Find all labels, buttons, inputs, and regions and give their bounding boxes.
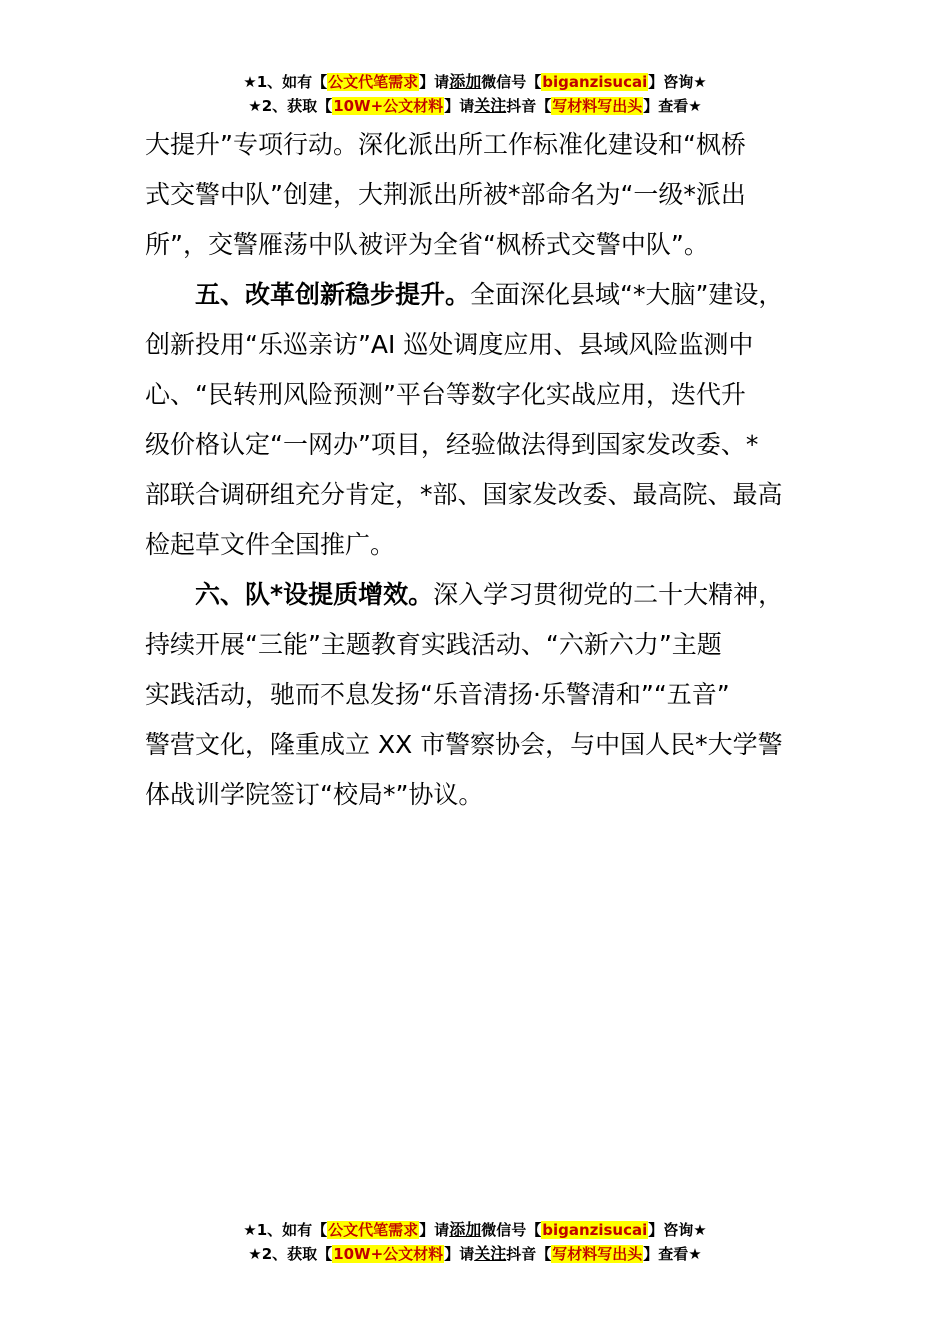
text-line-first — [145, 570, 835, 620]
paragraph-team-building — [145, 570, 835, 820]
banner-text: 】请 — [444, 97, 475, 115]
text-line: 体战训学院签订“校局*”协议。 — [145, 780, 484, 809]
banner-text: ★1、如有【 — [243, 1221, 328, 1239]
text-line: 式交警中队”创建，大荆派出所被*部命名为“一级*派出 — [145, 180, 746, 209]
banner-emphasis: 添加 — [449, 1220, 482, 1239]
banner-line-1 — [0, 70, 950, 94]
banner-text: 微信号【 — [481, 1221, 542, 1239]
banner-emphasis: 关注 — [474, 1244, 507, 1263]
banner-text: ★2、获取【 — [248, 1245, 333, 1263]
text-line: 级价格认定“一网办”项目，经验做法得到国家发改委、* — [145, 430, 759, 459]
banner-text: ★1、如有【 — [243, 73, 328, 91]
banner-highlight-wechat-id: biganzisucai — [542, 1221, 648, 1239]
text-line: 检起草文件全国推广。 — [145, 530, 396, 559]
banner-highlight-douyin-account: 写材料写出头 — [552, 1245, 643, 1263]
text-line: 大提升”专项行动。深化派出所工作标准化建设和“枫桥 — [145, 130, 746, 159]
banner-text: 】查看★ — [643, 1245, 702, 1263]
footer-banner — [0, 1218, 950, 1266]
banner-text: 】咨询★ — [648, 1221, 707, 1239]
banner-emphasis: 关注 — [474, 96, 507, 115]
banner-line-1 — [0, 1218, 950, 1242]
text-line: 创新投用“乐巡亲访”AI 巡处调度应用、县域风险监测中 — [145, 330, 754, 359]
banner-text: 】请 — [419, 73, 450, 91]
banner-highlight: 10W+公文材料 — [333, 1245, 444, 1263]
text-line-first — [145, 270, 835, 320]
header-banner — [0, 70, 950, 118]
banner-text: 抖音【 — [506, 97, 552, 115]
banner-text: 微信号【 — [481, 73, 542, 91]
banner-highlight: 公文代笔需求 — [328, 1221, 419, 1239]
banner-highlight: 公文代笔需求 — [328, 73, 419, 91]
banner-text: 抖音【 — [506, 1245, 552, 1263]
text-line: 实践活动，驰而不息发扬“乐音清扬·乐警清和”“五音” — [145, 680, 730, 709]
text-line: 持续开展“三能”主题教育实践活动、“六新六力”主题 — [145, 630, 722, 659]
text-line: 警营文化，隆重成立 XX 市警察协会，与中国人民*大学警 — [145, 730, 783, 759]
text-fragment: 全面深化县域“*大脑”建设， — [470, 280, 784, 309]
banner-text: 】咨询★ — [648, 73, 707, 91]
banner-highlight: 10W+公文材料 — [333, 97, 444, 115]
paragraph-continuation — [145, 120, 835, 270]
banner-text: 】请 — [419, 1221, 450, 1239]
section-heading: 五、改革创新稳步提升。 — [195, 280, 471, 309]
text-line: 部联合调研组充分肯定，*部、国家发改委、最高院、最高 — [145, 480, 783, 509]
banner-text: 】查看★ — [643, 97, 702, 115]
text-line: 心、“民转刑风险预测”平台等数字化实战应用，迭代升 — [145, 380, 746, 409]
paragraph-reform-innovation — [145, 270, 835, 570]
banner-highlight-douyin-account: 写材料写出头 — [552, 97, 643, 115]
banner-line-2 — [0, 1242, 950, 1266]
text-line: 所”，交警雁荡中队被评为全省“枫桥式交警中队”。 — [145, 230, 709, 259]
banner-text: 】请 — [444, 1245, 475, 1263]
text-fragment: 深入学习贯彻党的二十大精神， — [433, 580, 784, 609]
banner-highlight-wechat-id: biganzisucai — [542, 73, 648, 91]
banner-text: ★2、获取【 — [248, 97, 333, 115]
banner-line-2 — [0, 94, 950, 118]
banner-emphasis: 添加 — [449, 72, 482, 91]
section-heading: 六、队*设提质增效。 — [195, 580, 434, 609]
document-body — [145, 120, 835, 820]
